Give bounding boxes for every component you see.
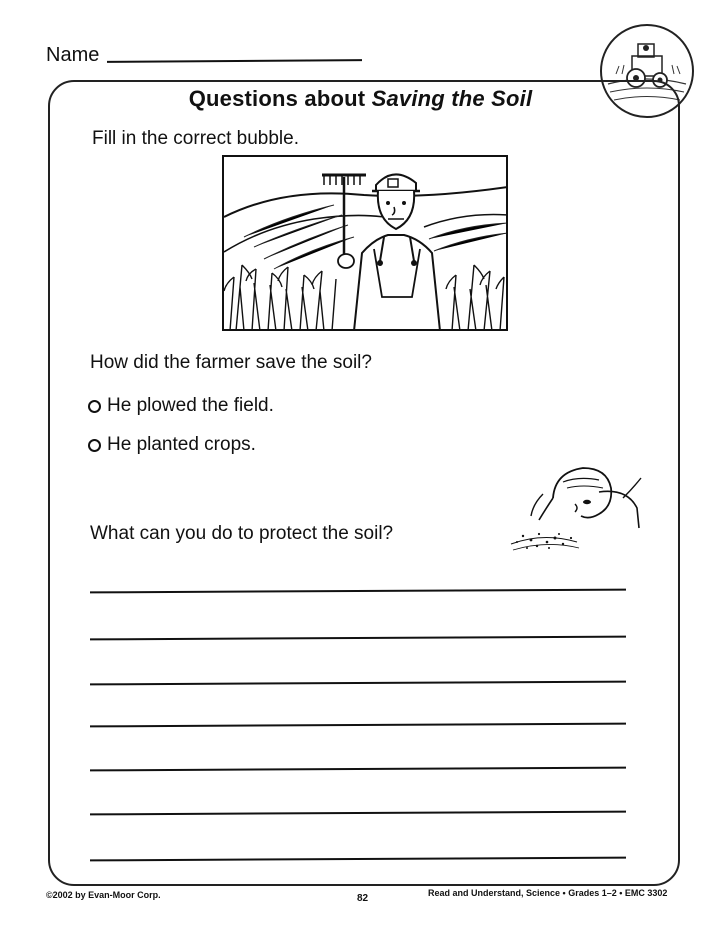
option-planted[interactable] [88, 434, 256, 456]
footer-page-number: 82 [357, 893, 369, 904]
footer-book-info: Read and Understand, Science • Grades 1–2 • EMC 3302 [428, 888, 668, 898]
option-label: He plowed the field. [107, 395, 274, 416]
question-2-text: What can you do to protect the soil? [90, 523, 394, 544]
page-title [0, 86, 721, 112]
option-plowed[interactable] [88, 395, 274, 417]
name-row [46, 44, 362, 66]
farmer-in-field-illustration [222, 155, 508, 331]
name-write-line[interactable] [107, 59, 362, 63]
question-1-text: How did the farmer save the soil? [90, 352, 372, 373]
title-prefix: Questions about [188, 86, 372, 111]
title-italic: Saving the Soil [371, 86, 533, 111]
name-label: Name [46, 44, 100, 66]
footer-copyright: ©2002 by Evan-Moor Corp. [46, 890, 161, 900]
child-looking-at-soil-illustration [503, 458, 645, 554]
answer-bubble[interactable] [88, 400, 101, 413]
option-label: He planted crops. [107, 434, 256, 455]
instruction-text: Fill in the correct bubble. [92, 128, 299, 149]
answer-bubble[interactable] [88, 439, 101, 452]
